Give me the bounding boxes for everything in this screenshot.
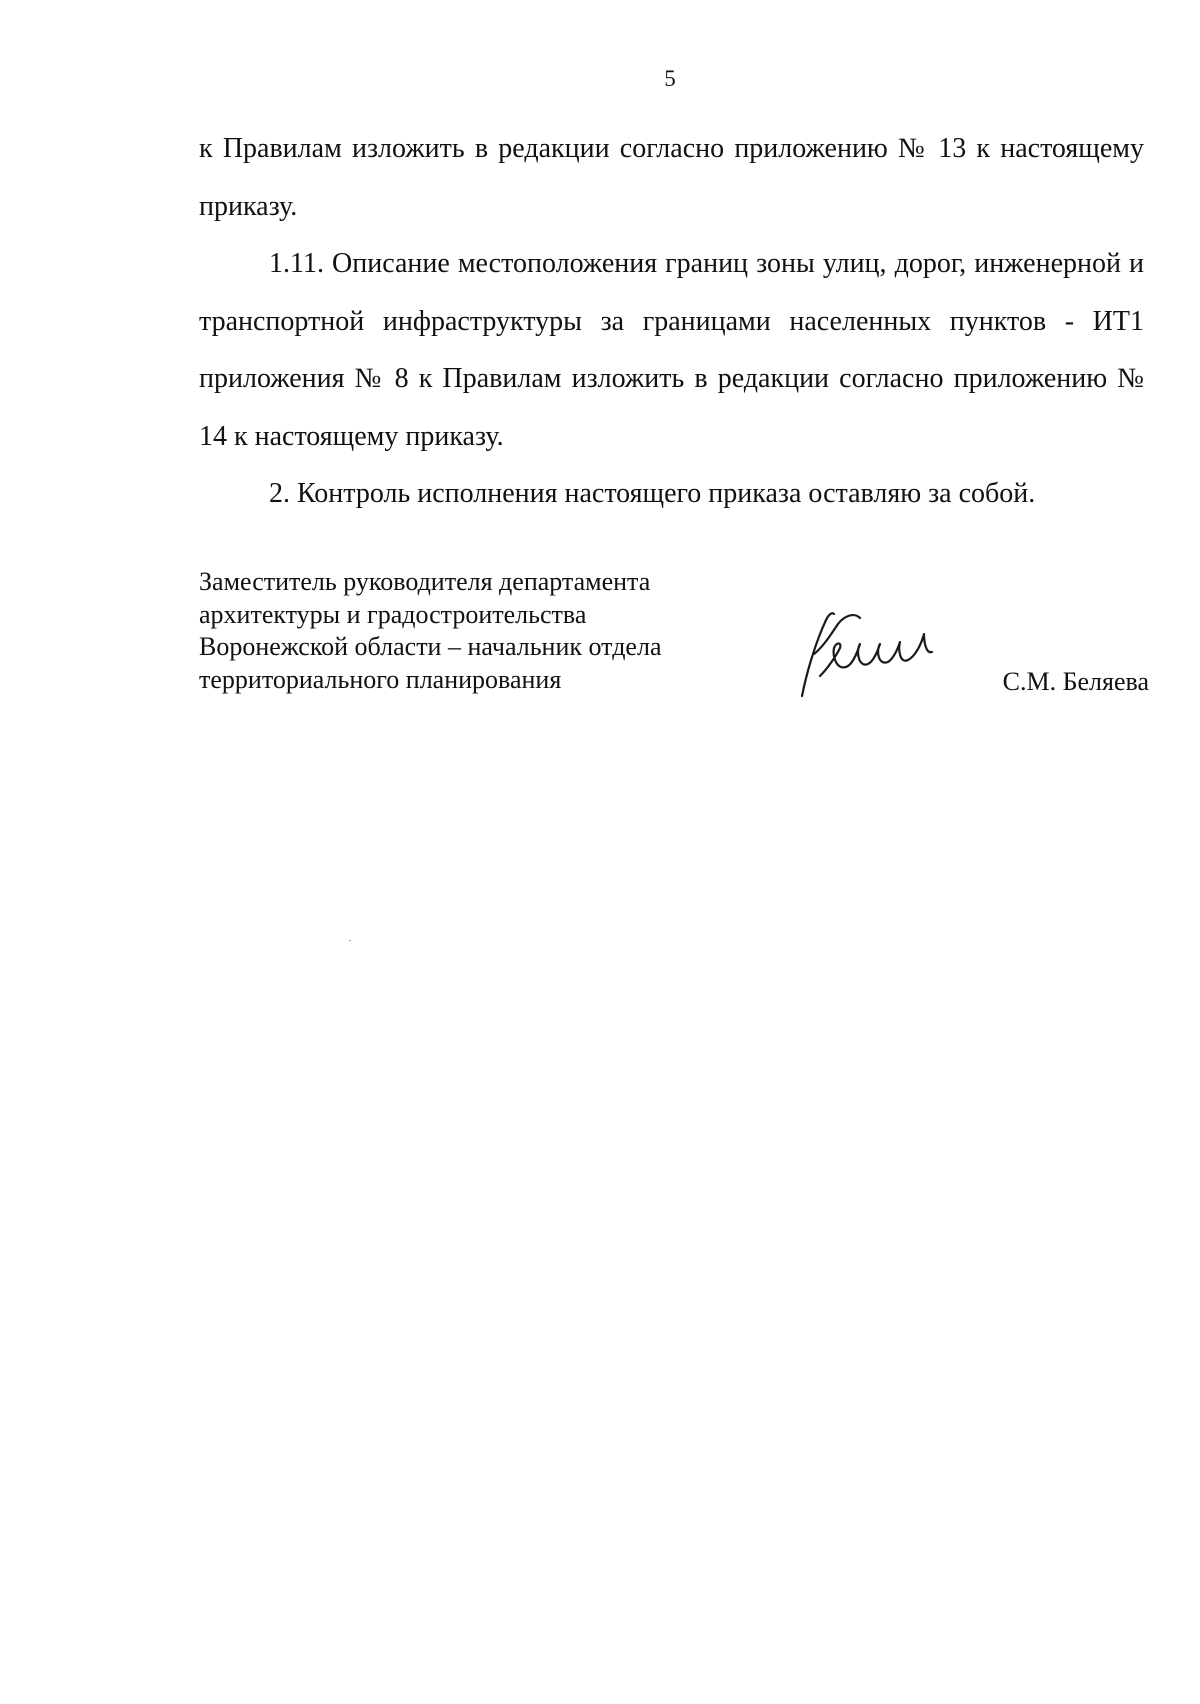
document-body (199, 120, 1144, 523)
page-number: 5 (664, 66, 676, 91)
position-line: архитектуры и градостроительства (199, 599, 587, 629)
signer-name: С.М. Беляева (1002, 667, 1149, 696)
position-line: территориального планирования (199, 664, 562, 694)
position-line: Заместитель руководителя департамента (199, 567, 651, 596)
scan-speck (349, 940, 351, 941)
paragraph-item-2: 2. Контроль исполнения настоящего приказа оставляю за собой. (269, 478, 1036, 509)
paragraph-item-1-11: 1.11. Описание местоположения границ зоны улиц, дорог, инженерной и транспортной инфраструктуры за границами населенных пунктов - ИТ1 приложения № 8 к Правилам изложить в редакции согласно приложению № 14 к настоящему приказу. (199, 248, 1144, 452)
paragraph-continuation: к Правилам изложить в редакции согласно приложению № 13 к настоящему приказу. (199, 133, 1144, 222)
position-line: Воронежской области – начальник отдела (199, 632, 662, 661)
signature-icon (774, 606, 964, 698)
signature-block (199, 566, 1149, 706)
signer-position (199, 566, 661, 696)
